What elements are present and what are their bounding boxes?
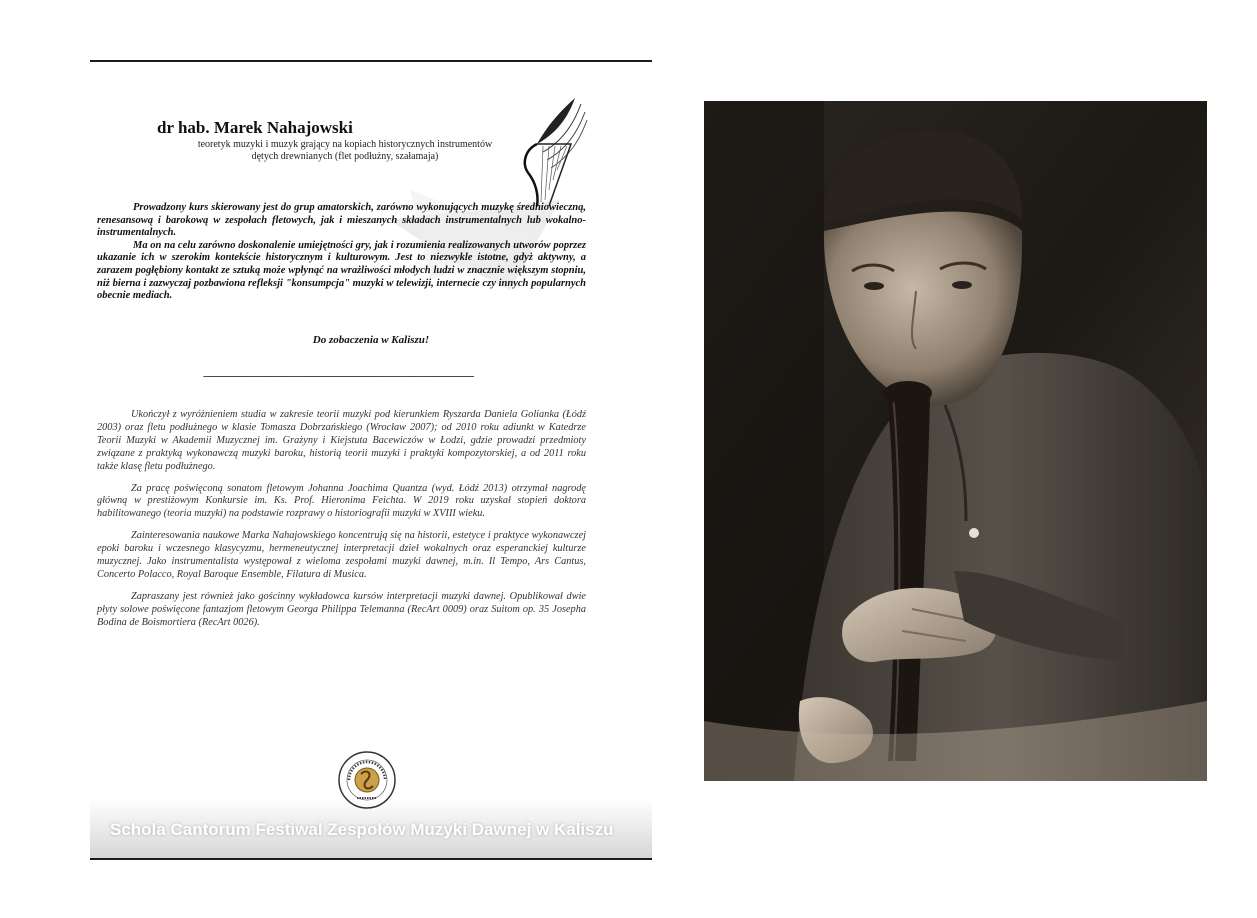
bio-paragraph-3: Zainteresowania naukowe Marka Nahajowskiego koncentrują się na historii, estetyce i praktyce wykonawczej epoki baroku i wczesnego klasycyzmu, hermeneutycznej interpretacji dzieł wokalnych oraz esperanckiej kulturze muzycznej. Jako instrumentalista występował z wieloma zespołami muzyki dawnej, m.in. Il Tempo, Ars Cantus, Concerto Polacco, Royal Baroque Ensemble, Filatura di Musica. [97,530,586,580]
speaker-name: dr hab. Marek Nahajowski [157,118,353,137]
video-caption-overlay [90,798,652,858]
bio-paragraph-1: Ukończył z wyróżnieniem studia w zakresie teorii muzyki pod kierunkiem Ryszarda Daniela Golianka (Łódź 2003) oraz fletu podłużnego w klasie Tomasza Dobrzańskiego (Wrocław 2007); od 2010 roku adiunkt w Katedrze Teorii Muzyki w Akademii Muzycznej im. Grażyny i Kiejstuta Bacewiczów w Łodzi, gdzie prowadzi przedmioty związane z praktyką wykonawczą muzyki baroku, historią teorii muzyki i praktyki kompozytorskiej, a od 2011 roku także klasę fletu podłużnego. [97,409,586,472]
greeting: Do zobaczenia w Kaliszu! [312,334,430,346]
separator-line: -------------------------------------------------------------------------------------------------------------------- [203,371,474,382]
biography [97,409,586,639]
speaker-subtitle [180,139,510,163]
intro-paragraph-1: Prowadzony kurs skierowany jest do grup amatorskich, zarówno wykonujących muzykę średniowieczną, renesansową i barokową w zespołach fletowych, jak i mieszanych składach instrumentalnych lub wokalno-instrumentalnych. [97,202,586,239]
caption-title: Schola Cantorum Festiwal Zespołów Muzyki Dawnej w Kaliszu [110,820,614,839]
intro-paragraph-2: Ma on na celu zarówno doskonalenie umiejętności gry, jak i rozumienia realizowanych utworów poprzez ukazanie ich w szerokim kontekście historycznym i kulturowym. Jest to niezwykle istotne, gdyż aktywny, a zarazem pogłębiony kontakt ze sztuką może wpłynąć na wrażliwości młodych ludzi w znacznie większym stopniu, niż bierna i zazwyczaj pozbawiona refleksji "konsumpcja" muzyki w telewizji, internecie czy innych popularnych obecnie mediach. [97,239,586,302]
musician-photo [704,101,1207,781]
musician-with-recorder-image [704,101,1207,781]
subtitle-line-1: teoretyk muzyki i muzyk grający na kopiach historycznych instrumentów [197,139,493,150]
bio-paragraph-2: Za pracę poświęconą sonatom fletowym Johanna Joachima Quantza (wyd. Łódź 2013) otrzymał nagrodę główną w prestiżowym Konkursie im. Ks. Prof. Hieronima Feichta. W 2019 roku uzyskał stopień doktora habilitowanego (teoria muzyki) na podstawie rozprawy o historiografii muzyki w XVIII wieku. [97,482,586,520]
winged-harp-icon [515,90,593,208]
subtitle-line-2: dętych drewnianych (flet podłużny, szałamaja) [251,151,439,162]
course-intro [97,202,586,303]
bio-paragraph-4: Zapraszany jest również jako gościnny wykładowca kursów interpretacji muzyki dawnej. Opublikował dwie płyty solowe poświęcone fantazjom fletowym Georga Philippa Telemanna (RecArt 0009) oraz Suitom op. 35 Josepha Bodina de Boismortiera (RecArt 0026). [97,590,586,628]
poster-document [90,60,652,860]
